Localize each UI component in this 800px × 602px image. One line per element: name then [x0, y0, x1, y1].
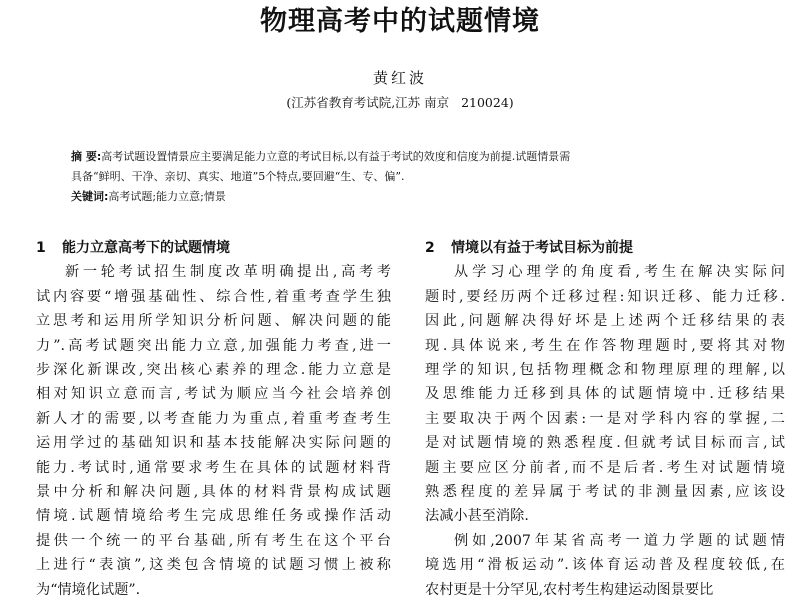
author-name: 黄红波	[372, 69, 427, 87]
abstract-text: 具备“鲜明、干净、亲切、真实、地道”5个特点,要回避“生、专、偏”.	[71, 170, 405, 183]
text-line: 力”.高考试题突出能力立意,加强能力考查,进一	[36, 337, 391, 354]
text-line: 主要取决于两个因素:一是对学科内容的掌握,二	[425, 410, 785, 427]
text-line: 例如,2007年某省高考一道力学题的试题情	[454, 532, 785, 549]
text-line: 立思考和运用所学知识分析问题、解决问题的能	[36, 313, 391, 330]
abstract-text: 高考试题设置情景应主要满足能力立意的考试目标,以有益于考试的效度和信度为前提.试题情景需	[101, 150, 571, 163]
left-column	[36, 236, 391, 602]
section-heading	[425, 236, 785, 260]
section-body	[425, 260, 785, 602]
section-heading-text: 情境以有益于考试目标为前提	[451, 240, 633, 256]
text-line: 熟悉程度的差异属于考试的非测量因素,应该设	[425, 484, 785, 501]
section-heading-text: 能力立意高考下的试题情境	[62, 240, 230, 256]
section-number: 2	[425, 240, 435, 256]
section-number: 1	[36, 240, 46, 256]
section-heading	[36, 236, 391, 260]
text-line: 农村更是十分罕见,农村考生构建运动图景要比	[425, 581, 714, 598]
text-line: 步深化新课改,突出核心素养的理念.能力立意是	[36, 362, 391, 379]
text-line: 理学的知识,包括物理概念和物理原理的理解,以	[425, 362, 785, 379]
text-line: 运用学过的基础知识和基本技能解决实际问题的	[36, 435, 391, 452]
text-line: 及思维能力迁移到具体的试题情境中.迁移结果	[425, 386, 785, 403]
text-line: 现.具体说来,考生在作答物理题时,要将其对物	[425, 337, 785, 354]
abstract-line	[71, 167, 781, 187]
text-line: 相对知识立意而言,考试为顺应当今社会培养创	[36, 386, 391, 403]
keywords-text: 高考试题;能力立意;情景	[108, 190, 226, 203]
text-line: 境选用“滑板运动”.该体育运动普及程度较低,在	[425, 557, 785, 574]
text-line: 新人才的需要,以考查能力为重点,着重考查考生	[36, 410, 391, 427]
text-line: 法减小甚至消除.	[425, 508, 529, 525]
text-line: 为“情境化试题”.	[36, 581, 141, 598]
right-column	[425, 236, 785, 602]
keywords-line	[71, 187, 781, 207]
text-line: 提供一个统一的平台基础,所有考生在这个平台	[36, 532, 391, 549]
text-line: 新一轮考试招生制度改革明确提出,高考考	[65, 264, 391, 281]
text-line: 是对试题情境的熟悉程度.但就考试目标而言,试	[425, 435, 785, 452]
text-line: 题时,要经历两个迁移过程:知识迁移、能力迁移.	[425, 288, 785, 305]
section-body	[36, 260, 391, 602]
text-line: 上进行“表演”,这类包含情境的试题习惯上被称	[36, 557, 391, 574]
text-line: 景中分析和解决问题,具体的材料背景构成试题	[36, 484, 391, 501]
text-line: 因此,问题解决得好坏是上述两个迁移结果的表	[425, 313, 785, 330]
abstract-block	[71, 147, 781, 207]
text-line: 从学习心理学的角度看,考生在解决实际问	[454, 264, 785, 281]
keywords-label: 关键词:	[71, 190, 109, 203]
text-line: 试内容要“增强基础性、综合性,着重考查学生独	[36, 288, 391, 305]
abstract-label: 摘 要:	[71, 150, 102, 163]
abstract-line	[71, 147, 781, 167]
paper-title: 物理高考中的试题情境	[260, 6, 540, 37]
text-line: 能力.考试时,通常要求考生在具体的试题材料背	[36, 459, 391, 476]
author-affiliation: (江苏省教育考试院,江苏 南京 210024)	[286, 95, 514, 110]
text-line: 题主要应区分前者,而不是后者.考生对试题情境	[425, 459, 785, 476]
text-line: 情境.试题情境给考生完成思维任务或操作活动	[36, 508, 391, 525]
